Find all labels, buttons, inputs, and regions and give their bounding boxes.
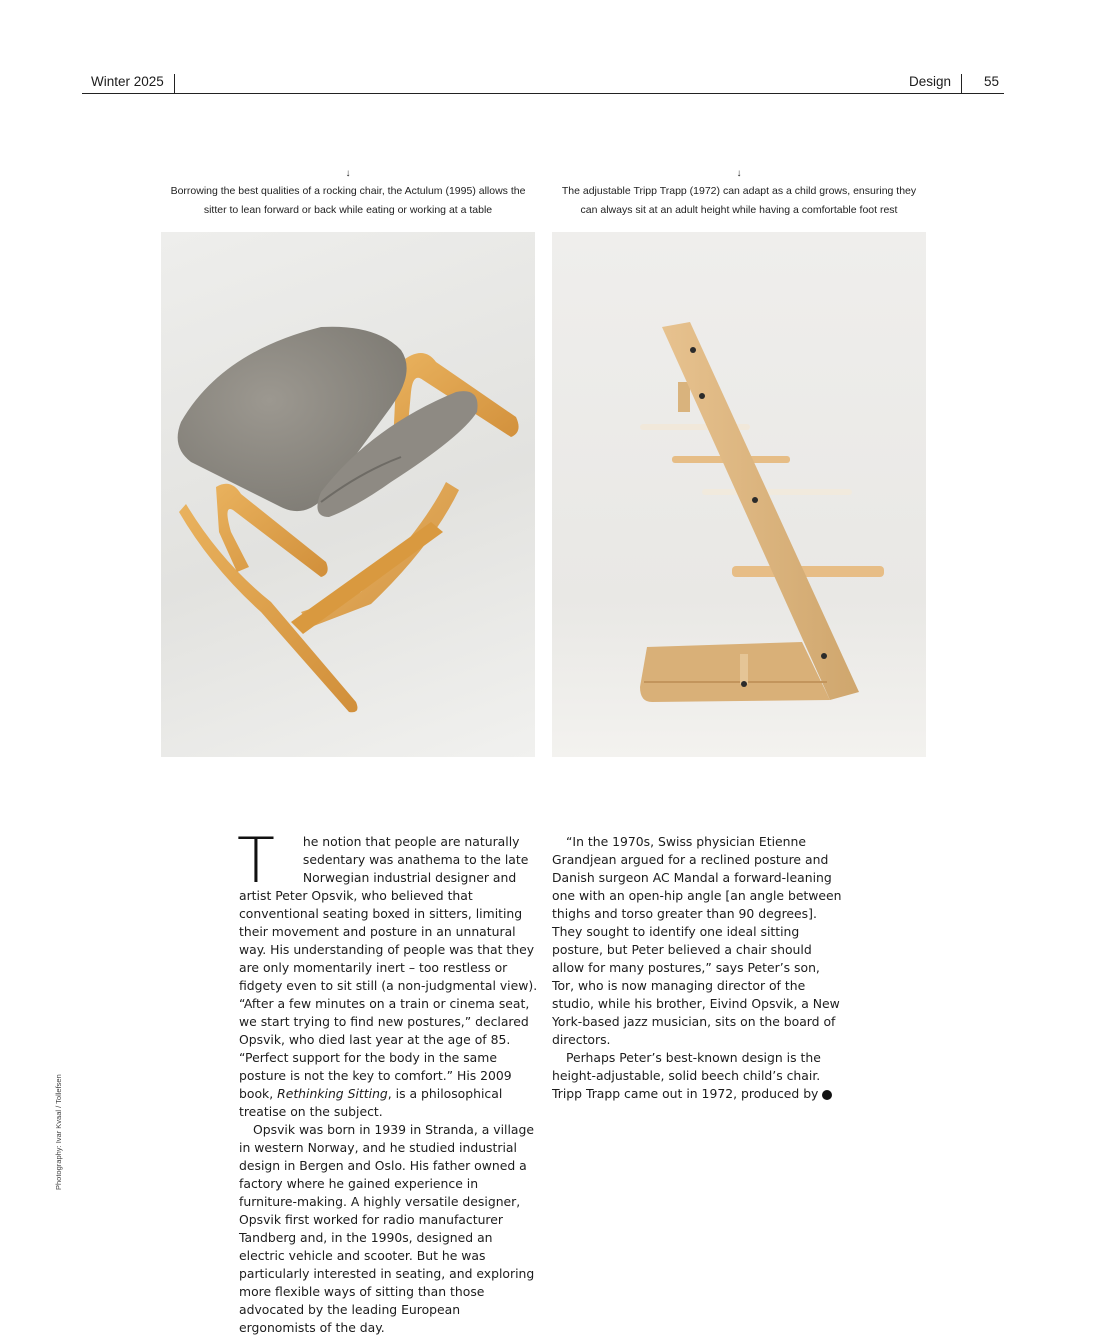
article-paragraph: “In the 1970s, Swiss physician Etienne Grandjean argued for a reclined posture and Danish surgeon AC Mandal a forward-leaning one with an open-hip angle [an angle between thighs and torso greater than 90 degrees]. They sought to identify one ideal sitting posture, but Peter believed a chair should allow for many postures,” says Peter’s son, Tor, who is now managing director of the studio, while his brother, Eivind Opsvik, a New York-based jazz musician, sits on the board of directors. (552, 834, 842, 1047)
page-number: 55 (983, 74, 999, 89)
photo-credit: Photography: Ivar Kvaal / Tollefsen (54, 1074, 63, 1190)
article-paragraph: Opsvik was born in 1939 in Stranda, a village in western Norway, and he studied industrial design in Bergen and Oslo. His father owned a factory where he gained experience in furniture-making. A highly versatile designer, Opsvik first worked for radio manufacturer Tandberg and, in the 1990s, designed an electric vehicle and scooter. But he was particularly interested in seating, and exploring more flexible ways of sitting than those advocated by the leading European ergonomists of the day. (239, 1122, 535, 1335)
issue-label: Winter 2025 (91, 74, 175, 93)
paragraph-1-text: he notion that people are naturally sedentary was anathema to the late Norwegian industrial designer and artist Peter Opsvik, who believed that conventional seating boxed in sitters, limiting their movement and posture in an unnatural way. His understanding of people was that they are only momentarily inert – too restless or fidgety even to sit still (a non-judgmental view). “After a few minutes on a train or cinema seat, we start trying to find new postures,” declared Opsvik, who died last year at the age of 85. “Perfect support for the body in the same posture is not the key to comfort.” His 2009 book, (239, 834, 538, 1101)
article-paragraph (552, 1049, 844, 1103)
article-column-left (237, 824, 539, 1337)
section-label: Design (909, 74, 962, 93)
article-column-right (552, 833, 844, 1103)
paragraph-4-text: Perhaps Peter’s best-known design is the height-adjustable, solid beech child’s chair. Tripp Trapp came out in 1972, produced by (552, 1050, 821, 1101)
tripp-trapp-chair-illustration (552, 232, 926, 757)
caption-tripp-trapp-text: The adjustable Tripp Trapp (1972) can adapt as a child grows, ensuring they can always sit at an adult height while having a comfortable foot rest (561, 185, 917, 216)
caption-tripp-trapp (552, 168, 926, 219)
down-arrow-icon: ↓ (345, 168, 351, 179)
article-paragraph (237, 824, 539, 1121)
continued-arrow-icon: ➜ (822, 1090, 832, 1100)
drop-cap: T (237, 824, 275, 897)
tripp-trapp-chair-photo (552, 232, 926, 757)
caption-actulum-text: Borrowing the best qualities of a rocking chair, the Actulum (1995) allows the sitter to lean forward or back while eating or working at a table (170, 185, 526, 216)
actulum-chair-photo (161, 232, 535, 757)
actulum-chair-illustration (161, 232, 535, 757)
caption-actulum (161, 168, 535, 219)
down-arrow-icon: ↓ (736, 168, 742, 179)
book-title: Rethinking Sitting (277, 1086, 388, 1101)
paragraph-1-end: , is a philosophical treatise on the subject. (239, 1086, 503, 1119)
running-header (82, 70, 1004, 94)
